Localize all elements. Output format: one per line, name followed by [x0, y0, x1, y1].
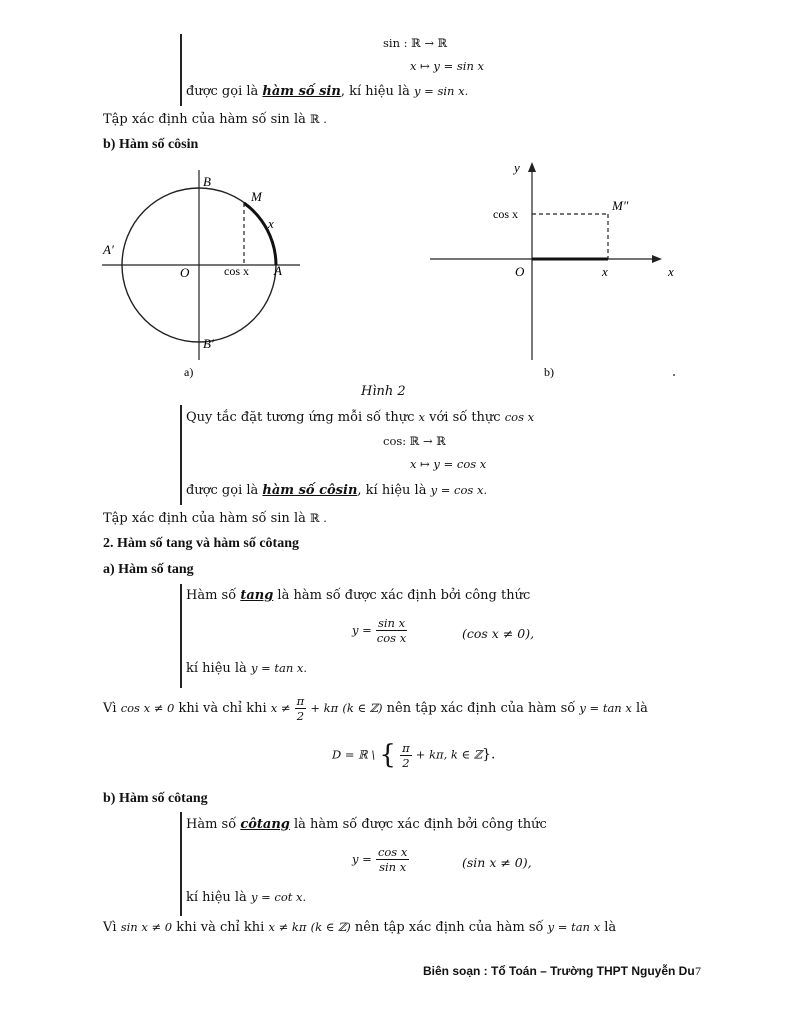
two-denominator: 2 — [296, 709, 305, 723]
tan-domain-vi: Vì — [103, 701, 121, 716]
tan-notation-line — [186, 661, 307, 676]
tan-function-name: tang — [240, 588, 274, 603]
cot-condition: (sin x ≠ 0), — [462, 855, 532, 870]
cos-domain-set: ℝ . — [309, 511, 327, 525]
arc-x — [244, 203, 276, 265]
tan-def-suffix: là hàm số được xác định bởi công thức — [273, 588, 531, 603]
label-A-prime: A′ — [103, 242, 114, 257]
cot-domain-cond: sin x ≠ 0 — [120, 920, 173, 934]
label-cosx-a: cos x — [224, 264, 249, 278]
label-M-double-prime: M″ — [612, 198, 629, 213]
sin-domain-text: Tập xác định của hàm số sin là — [103, 112, 310, 127]
label-B: B — [203, 174, 211, 189]
tan-domain-tail: nên tập xác định của hàm số — [382, 701, 580, 716]
label-B-prime: B′ — [203, 336, 214, 351]
cot-denominator: sin x — [379, 860, 407, 874]
tan-domain-xne: x ≠ — [270, 701, 291, 715]
D-open-brace: { — [379, 740, 396, 770]
x-axis-arrow — [652, 255, 662, 263]
cot-domain-func: y = tan x — [547, 920, 601, 934]
tan-notation: y = tan x. — [250, 661, 308, 675]
cos-called-line — [186, 483, 487, 498]
cot-definition-bar — [180, 812, 182, 916]
cot-domain-mid: khi và chỉ khi — [172, 920, 269, 935]
cos-rule-prefix: Quy tắc đặt tương ứng mỗi số thực — [186, 410, 419, 425]
D-lhs: D = ℝ \ — [332, 747, 376, 762]
footer-credit: Biên soạn : Tổ Toán – Trường THPT Nguyễn Du — [423, 964, 695, 978]
sin-map-line2: x ↦ y = sin x — [410, 59, 485, 73]
cot-numerator: cos x — [377, 845, 408, 859]
panel-label-b: b) — [544, 365, 554, 379]
cos-domain-line — [103, 511, 327, 526]
figure-caption-html: Hình 2 — [361, 384, 406, 399]
sin-called-line — [186, 84, 468, 99]
sin-called-prefix: được gọi là — [186, 84, 263, 99]
heading-a-tang: a) Hàm số tang — [103, 562, 194, 577]
tan-def-prefix: Hàm số — [186, 588, 241, 603]
label-arc-x: x — [268, 216, 274, 231]
tan-domain-func: y = tan x — [579, 701, 632, 715]
label-A: A — [274, 263, 282, 278]
cot-notation: y = cot x. — [250, 890, 307, 904]
sin-domain-line — [103, 112, 327, 127]
cos-domain-text: Tập xác định của hàm số sin là — [103, 511, 310, 526]
cos-rule-mid: với số thực — [424, 410, 505, 425]
tan-numerator: sin x — [377, 616, 406, 630]
y-axis-arrow — [528, 162, 536, 172]
cos-rule-cos: cos x — [504, 410, 535, 424]
pi-over-2-fraction — [295, 694, 307, 723]
cos-notation: y = cos x. — [430, 483, 488, 497]
D-pi-over-2 — [400, 741, 412, 770]
D-two: 2 — [402, 755, 410, 770]
cot-domain-xne: x ≠ kπ — [268, 920, 307, 934]
cot-definition-line — [186, 817, 547, 832]
tan-domain-line — [103, 694, 648, 723]
cot-fraction — [376, 845, 409, 874]
panel-label-a: a) — [184, 365, 194, 379]
tan-condition: (cos x ≠ 0), — [462, 626, 535, 641]
label-cosx-b: cos x — [493, 207, 518, 221]
tan-notation-prefix: kí hiệu là — [186, 661, 251, 676]
cot-domain-k-in: (k ∈ ℤ) — [310, 920, 351, 934]
label-M: M — [251, 189, 262, 204]
cot-domain-vi: Vì — [103, 920, 121, 935]
cos-called-suffix: , kí hiệu là — [357, 483, 431, 498]
sin-notation: y = sin x. — [414, 84, 469, 98]
cot-def-prefix: Hàm số — [186, 817, 241, 832]
tan-domain-k-in: (k ∈ ℤ) — [342, 701, 383, 715]
sin-map-line1: sin : ℝ → ℝ — [383, 36, 448, 50]
domain-D-formula — [332, 740, 495, 770]
heading-b-cotang: b) Hàm số côtang — [103, 791, 208, 806]
sin-function-name: hàm số sin — [262, 84, 341, 99]
tan-domain-cond: cos x ≠ 0 — [120, 701, 175, 715]
cos-rule-x: x — [418, 410, 425, 424]
tan-definition-line — [186, 588, 530, 603]
tan-domain-plus-k: + kπ — [310, 701, 339, 715]
sin-definition-bar — [180, 34, 182, 106]
tan-domain-la: là — [631, 701, 648, 716]
tan-definition-bar — [180, 584, 182, 688]
cos-rule-line — [186, 410, 534, 425]
cot-domain-la: là — [600, 920, 617, 935]
label-y-b: y — [514, 160, 520, 175]
cot-function-name: côtang — [240, 817, 290, 832]
D-pi: π — [402, 740, 410, 755]
pi-numerator: π — [296, 694, 305, 708]
label-O-a: O — [180, 265, 190, 280]
tan-denominator: cos x — [376, 631, 407, 645]
sin-called-suffix: , kí hiệu là — [340, 84, 415, 99]
cos-called-prefix: được gọi là — [186, 483, 263, 498]
label-x-axis-b: x — [668, 264, 674, 279]
tan-fraction — [376, 616, 407, 645]
figure-hinh-2 — [0, 160, 792, 390]
stray-dot — [673, 374, 675, 376]
tan-formula — [352, 616, 407, 645]
cot-notation-prefix: kí hiệu là — [186, 890, 251, 905]
cos-map-line1: cos: ℝ → ℝ — [383, 434, 446, 448]
cot-formula — [352, 845, 409, 874]
cos-function-name: hàm số côsin — [262, 483, 358, 498]
cot-domain-line — [103, 920, 616, 935]
cot-domain-tail: nên tập xác định của hàm số — [350, 920, 548, 935]
cos-definition-bar — [180, 405, 182, 505]
cot-notation-line — [186, 890, 306, 905]
D-close: }. — [482, 746, 496, 763]
label-O-b: O — [515, 264, 525, 279]
tan-lhs: y = — [352, 623, 372, 637]
page-number: 7 — [695, 964, 701, 978]
cos-map-line2: x ↦ y = cos x — [410, 457, 487, 471]
sin-domain-set: ℝ . — [309, 112, 327, 126]
label-x-tick-b: x — [602, 264, 608, 279]
cot-lhs: y = — [352, 852, 372, 866]
cot-def-suffix: là hàm số được xác định bởi công thức — [289, 817, 547, 832]
heading-2: 2. Hàm số tang và hàm số côtang — [103, 536, 300, 551]
tan-domain-mid: khi và chỉ khi — [174, 701, 271, 716]
D-plus-k: + kπ, k ∈ ℤ — [415, 747, 483, 762]
heading-b-cosin: b) Hàm số côsin — [103, 137, 199, 152]
